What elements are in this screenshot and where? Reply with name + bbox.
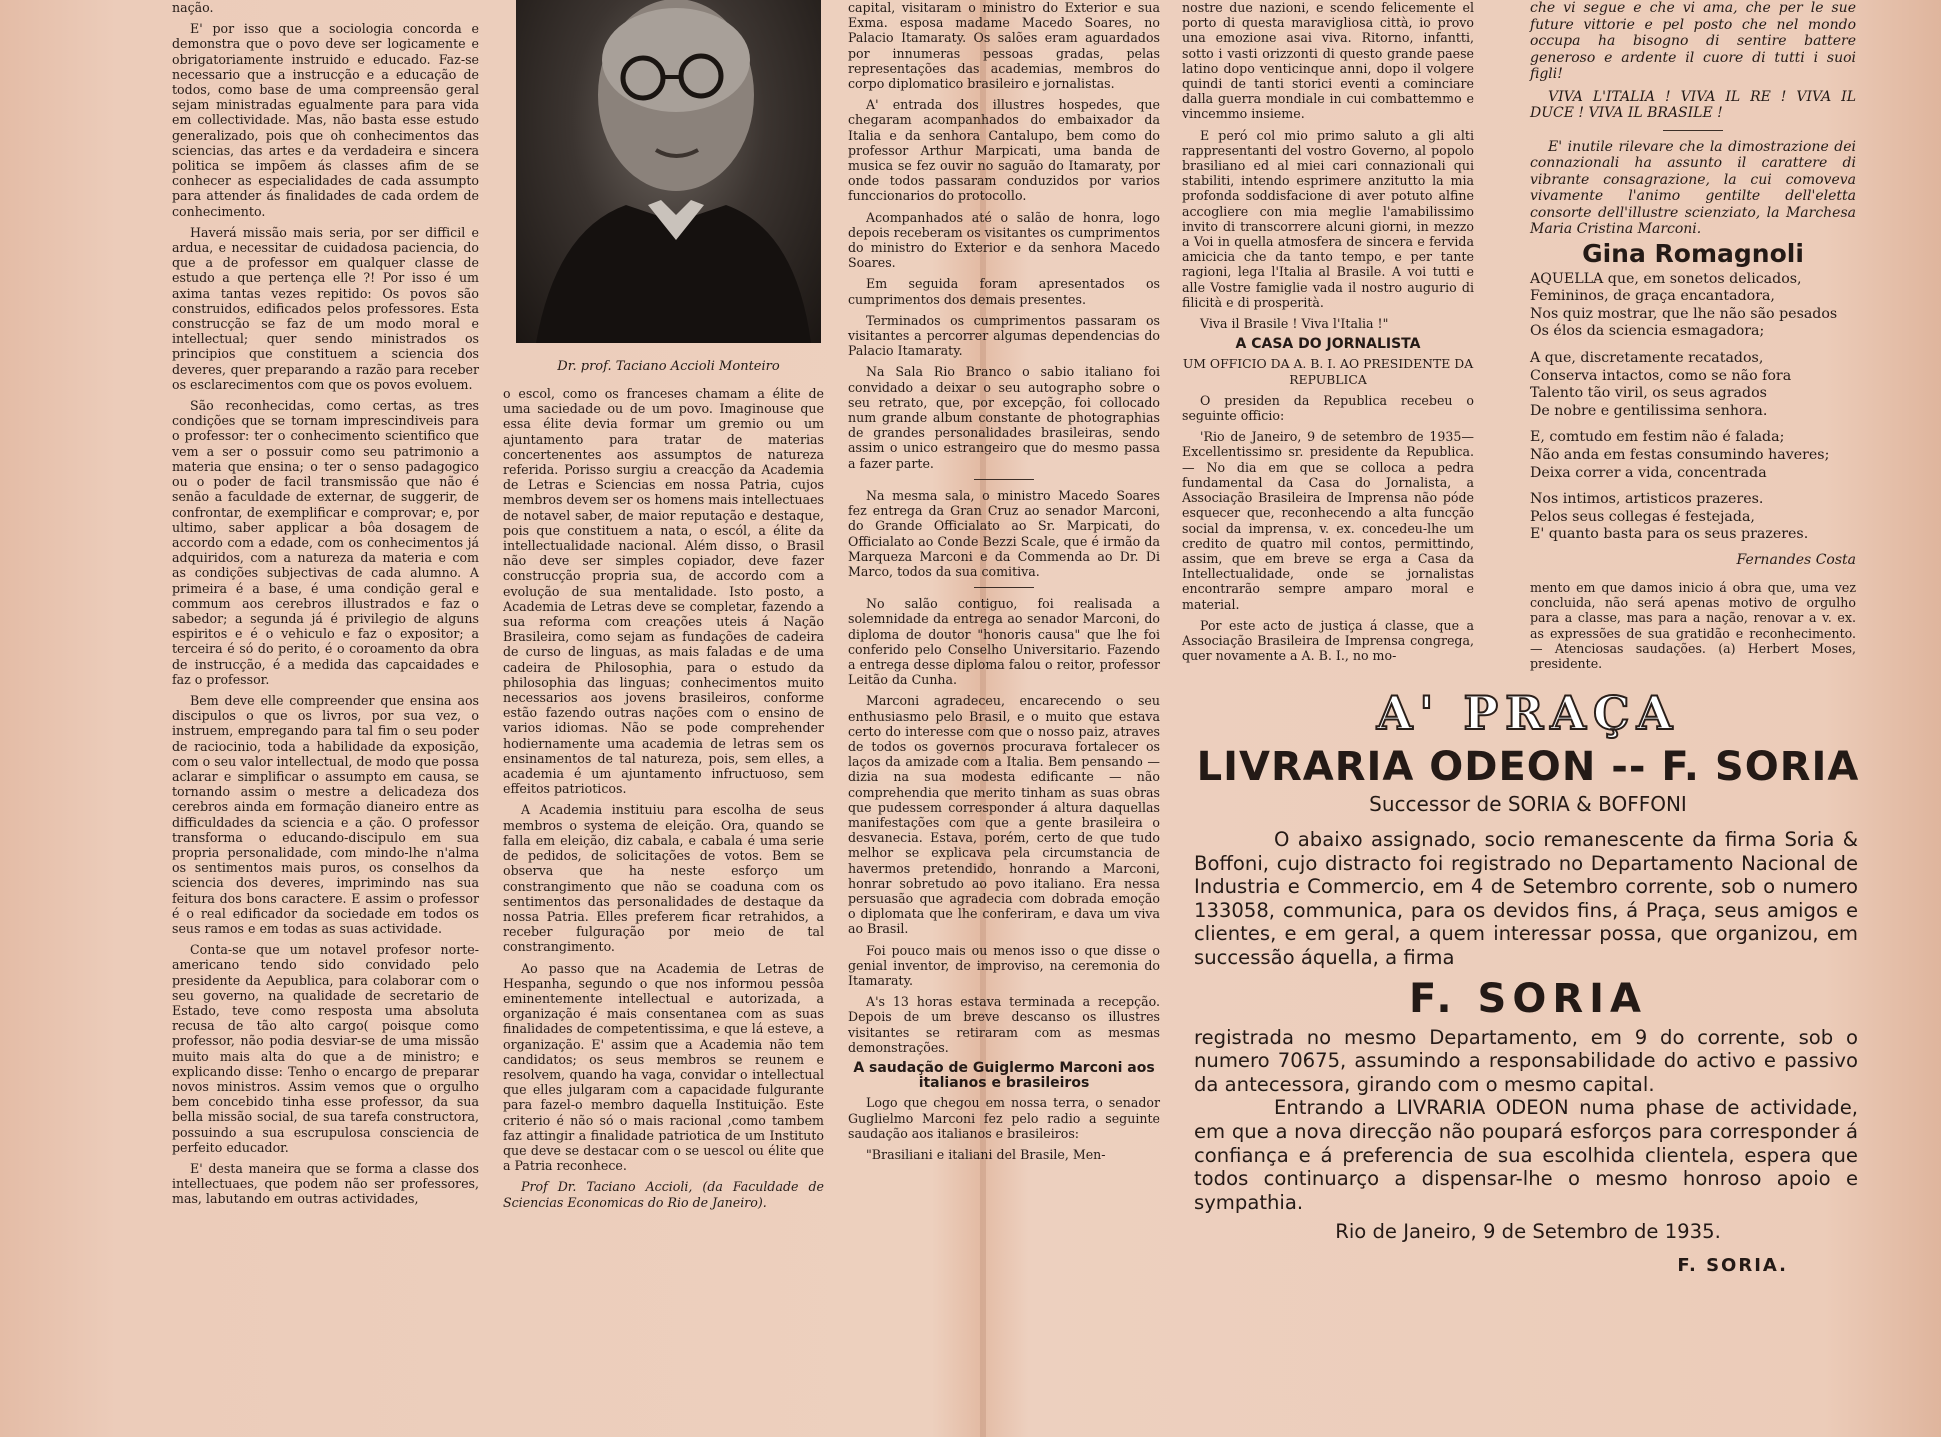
poem-line: Deixa correr a vida, concentrada (1530, 464, 1767, 481)
ad-paragraph: Entrando a LIVRARIA ODEON numa phase de actividade, em que a nova direcção não poupará esforços para corresponder á confiança e á preferencia de sua escolhida clientela, espera que todos continuarço a dispensar-lhe o mesmo honroso apoio e sympathia. (1194, 1096, 1858, 1214)
portrait-photo (516, 0, 821, 343)
poem-stanza (1530, 271, 1856, 341)
column-5-article (1530, 0, 1856, 569)
paragraph: Acompanhados até o salão de honra, logo depois receberam os visitantes os cumprimentos do ministro do Exterior e da senhora Macedo Soares. (848, 209, 1160, 271)
poem-line: AQUELLA que, em sonetos delicados, (1530, 270, 1802, 287)
section-subheading: UM OFFICIO DA A. B. I. AO PRESIDENTE DA REPUBLICA (1182, 356, 1474, 387)
paragraph: Conta-se que um notavel profesor norte-americano tendo sido convidado pelo presidente da Aepublica, para colaborar com o seu governo, na qualidade de secretario de Estado, teve como resposta uma absoluta recusa de tão alto cargo( poisque como professor, não podia desviar-se de uma missão muito mais alta do que a de ministro; e explicando disse: Tenho o encargo de preparar novos ministros. Assim vemos que o orgulho bem concebido tinha esse professor, da sua bella missão social, de sua tarefa constructora, possuindo a sua escrupulosa consciencia de perfeito educador. (172, 942, 479, 1155)
paragraph: mento em que damos inicio á obra que, uma vez concluida, não será apenas motivo de orgulho para a classe, mas para a nação, renovar a v. ex. as expressões de sua gratidão e reconhecimento. — Atenciosas saudações. (a) Herbert Moses, presidente. (1530, 580, 1856, 672)
ad-paragraph: O abaixo assignado, socio remanescente da firma Soria & Boffoni, cujo distracto foi registrado no Departamento Nacional de Industria e Commercio, em 4 de Setembro corrente, sob o numero 133058, communica, para os devidos fins, á Praça, seus amigos e clientes, e em geral, a quem interessar possa, que organizou, em successão áquella, a firma (1194, 828, 1858, 969)
paragraph: A's 13 horas estava terminada a recepção. Depois de um breve descanso os illustres visitantes se retiraram com as mesmas demonstrações. (848, 994, 1160, 1055)
italic-paragraph: E' inutile rilevare che la dimostrazione dei connazionali ha assunto il carattere di vibrante consagrazione, la cui comoveva vivamente l'animo gentilte dell'eletta consorte dell'illustre scienziato, la Marchesa Maria Cristina Marconi. (1530, 138, 1856, 237)
ad-paragraph: registrada no mesmo Departamento, em 9 do corrente, sob o numero 70675, assumindo a responsabilidade do activo e passivo da antecessora, girando com o mesmo capital. (1194, 1025, 1858, 1096)
ad-date: Rio de Janeiro, 9 de Setembro de 1935. (1335, 1220, 1721, 1244)
paragraph: Haverá missão mais seria, por ser difficil e ardua, e necessitar de cuidadosa paciencia, do que a de professor em qualquer classe de estudo a que pertença elle ?! Por isso é um axima tantas vezes repitido: Os povos são construidos, edificados pelos professores. Esta construcção se faz de um modo moral e intellectual; quer sendo ministrados os principios que constituem a sciencia dos deveres, quer preparando a razão para receber os esclarecimentos com que os povos evoluem. (172, 224, 479, 392)
paragraph: Ao passo que na Academia de Letras de Hespanha, segundo o que nos informou pessôa eminentemente intellectual e autorizada, a organização é mais consentanea com as suas finalidades de competentissima, e que lá esteve, a organização. E' assim que a Academia não tem candidatos; os seus membros se reunem e resolvem, quando ha vaga, convidar o intellectual que elles julgaram com a capacidade fulgurante para fazel-o membro daquella Instituição. Este criterio é não só o mais racional ,como tambem faz attingir a finalidade patriotica de um Instituto que deve se destacar com o se uescol ou élite que a Patria reconhece. (503, 960, 824, 1174)
poem-line: E, comtudo em festim não é falada; (1530, 429, 1785, 446)
ad-business-name: LIVRARIA ODEON -- F. SORIA (1196, 744, 1860, 790)
italic-paragraph: VIVA L'ITALIA ! VIVA IL RE ! VIVA IL DUCE ! VIVA IL BRASILE ! (1530, 88, 1856, 121)
ad-firm-name: F. SORIA (1408, 975, 1648, 1022)
paragraph: A' entrada dos illustres hospedes, que chegaram acompanhados do embaixador da Italia e da senhora Cantalupo, bem como do professor Arthur Marpicati, uma banda de musica se fez ouvir no saguão do Itamaraty, por onde todos passaram conduzidos por varios funccionarios do protocollo. (848, 97, 1160, 204)
ad-successor-line: Successor de SORIA & BOFFONI (1369, 792, 1687, 816)
paragraph: São reconhecidas, como certas, as tres condições que se tornam imprescindiveis para o professor: ter o conhecimento scientifico que vem a ser o possuir como seu patrimonio a materia que ensina; o ter o senso padagogico ou o poder de facil transmissão que não é senão a faculdade de externar, de suggerir, de confrontar, de exemplificar e comprovar; e, por ultimo, saber applicar a bôa dosagem de accordo com a edade, com os conhecimentos já adquiridos, com a natureza da materia e com as condições subjectivas de cada alumno. A primeira é a base, é uma condição geral e commum aos cerebros illustrados e faz o sabedor; a segunda já é privilegio de alguns espiritos e é o vehiculo e faz o expositor; a terceira é só do perito, é o coroamento da obra de instrucção, é a medida das capcaidades e faz o professor. (172, 398, 479, 687)
poem-line: Nos intimos, artisticos prazeres. (1530, 491, 1764, 508)
paragraph: "Brasiliani e italiani del Brasile, Men- (866, 1147, 1106, 1163)
poem-line: Nos quiz mostrar, que lhe não são pesados (1530, 305, 1838, 322)
paragraph: capital, visitaram o ministro do Exterior e sua Exma. esposa madame Macedo Soares, no Palacio Itamaraty. Os salões eram aguardados por innumeras pessoas gradas, pelas representações das academias, membros do corpo diplomatico brasileiro e jornalistas. (848, 0, 1160, 92)
poem-title: Gina Romagnoli (1582, 238, 1804, 268)
paragraph: Terminados os cumprimentos passaram os visitantes a percorrer algumas dependencias do Palacio Itamaraty. (848, 312, 1160, 359)
paragraph: nostre due nazioni, e scendo felicemente el porto di questa maravigliosa città, io provo una emozione asai viva. Ritorno, infantti, sotto i vasti orizzonti di questo grande paese latino dopo venticinque anni, dopo il volgere quindi de tanti storici eventi a cominciare dalla guerra mondiale in cui combattemmo e vincemmo insieme. (1182, 0, 1474, 122)
poem-line: E' quanto basta para os seus prazeres. (1530, 526, 1809, 543)
poem-stanza (1530, 350, 1856, 420)
paragraph: Bem deve elle compreender que ensina aos discipulos o que os livros, por sua vez, o instruem, empregando para tal fim o seu poder de raciocinio, toda a habilidade da exposição, com o seu valor intellectual, de modo que possa aclarar e simplificar o assumpto em causa, se tornando assim o mestre a delicadeza dos cerebros ainda em formação dianeiro entre as difficuldades da sciencia e a ção. O professor transforma o educando-discipulo em sua propria personalidade, com mindo-lhe n'alma os sentimentos mais puros, os conselhos da sciencia dos deveres, imprimindo nas sua feitura dos bons caractere. E assim o professor é o real edificador da sociedade em todos os seus ramos e em todas as suas actividade. (172, 692, 479, 936)
paragraph: Viva il Brasile ! Viva l'Italia !" (1200, 316, 1389, 332)
paragraph: A Academia instituiu para escolha de seus membros o systema de eleição. Ora, quando se falla em eleição, diz cabala, e cabala é uma serie de pedidos, de solicitações de votos. Bem se observa que ha neste esforço um constrangimento que não se coaduna com os sentimentos das personalidades de destaque da nossa Patria. Elles preferem ficar retrahidos, a receber fulguração por meio de tal constrangimento. (503, 802, 824, 955)
paragraph: E peró col mio primo saluto a gli alti rappresentanti del vostro Governo, al popolo brasiliano ed al miei cari connazionali qui stabiliti, intendo esprimere anzitutto la mia profonda soddisfacione di aver potuto alfine accogliere con mia meglie l'amabilissimo invito di transcorrere alcuni giorni, in mezzo a Voi in quella atmosfera de sincera e fervida amicicia che da tanto tempo, e per tante ragioni, lega l'Italia al Brasile. A voi tutti e alle Vostre famiglie vada il nostro augurio di filicità e di prosperità. (1182, 127, 1474, 310)
divider (974, 479, 1034, 480)
poem-line: Pelos seus collegas é festejada, (1530, 508, 1755, 525)
paragraph: nação. (172, 0, 214, 15)
author-signature: Prof Dr. Taciano Accioli, (da Faculdade de Sciencias Economicas do Rio de Janeiro). (503, 1179, 824, 1210)
paragraph: Na Sala Rio Branco o sabio italiano foi convidado a deixar o seu autographo sobre o seu retrato, que, por excepção, foi collocado num grande album constante de photographias de grandes personalidades brasileiras, sendo assim o unico estrangeiro que do mesmo passa a fazer parte. (848, 364, 1160, 471)
paragraph: O presiden da Republica recebeu o seguinte officio: (1182, 392, 1474, 424)
poem-line: A que, discretamente recatados, (1530, 350, 1764, 367)
poem-stanza (1530, 429, 1856, 482)
italic-paragraph: che vi segue e che vi ama, che per le sue future vittorie e pel posto che nel mondo occupa ha bisogno di sentire battere generoso e ardente il cuore di tutti i suoi figli! (1530, 0, 1856, 82)
column-2-article (503, 386, 824, 1238)
section-heading: A saudação de Guiglermo Marconi aos italianos e brasileiros (853, 1060, 1155, 1092)
advertisement-livraria-odeon (1178, 680, 1878, 1277)
poem-line: Os élos da sciencia esmagadora; (1530, 323, 1765, 340)
paragraph: Marconi agradeceu, encarecendo o seu enthusiasmo pelo Brasil, e o muito que estava certo do interesse com que o nosso paiz, atraves de todos os governos procurava fortalecer os laços da amizade com a Italia. Bem pensando — dizia na sua modesta edificante — não comprehendia que merito tinham as suas obras que pudessem corresponder á altura daquellas manifestações com que a gente brasileira o desvanecia. Estava, porém, certo de que tudo melhor se explicava pela circumstancia de havermos pretendido, honrando a Marconi, honrar sobretudo ao povo italiano. Era nessa persuasão que agradecia com dobrada emoção o diplomata que lhe conferiram, e dava um viva ao Brasil. (848, 693, 1160, 937)
paragraph: 'Rio de Janeiro, 9 de setembro de 1935— Excellentissimo sr. presidente da Republica. — No dia em que se colloca a pedra fundamental da Casa do Jornalista, a Associação Brasileira de Imprensa não póde esquecer que, reconhecendo a alta funcção social da imprensa, v. ex. concedeu-lhe um credito de quatro mil contos, permittindo, assim, que em breve se erga a Casa da Intellectualidade, onde se jornalistas encontrarão sempre amparo moral e material. (1182, 429, 1474, 612)
divider (974, 587, 1034, 588)
column-5-continuation (1530, 580, 1856, 680)
poem-line: Femininos, de graça encantadora, (1530, 288, 1775, 305)
paragraph: E' desta maneira que se forma a classe dos intellectuaes, que podem não ser professores, mas, labutando em outras actividades, (172, 1161, 479, 1207)
paragraph: Logo que chegou em nossa terra, o senador Guglielmo Marconi fez pelo radio a seguinte saudação aos italianos e brasileiros: (848, 1095, 1160, 1141)
paragraph: Em seguida foram apresentados os cumprimentos dos demais presentes. (848, 276, 1160, 307)
poem-author: Fernandes Costa (1736, 552, 1856, 569)
column-4-article (1182, 0, 1474, 683)
paragraph: Foi pouco mais ou menos isso o que disse o genial inventor, de improviso, na ceremonia do Itamaraty. (848, 942, 1160, 988)
poem-line: Não anda em festas consumindo haveres; (1530, 447, 1830, 464)
ad-body (1194, 828, 1858, 970)
poem-line: De nobre e gentilissima senhora. (1530, 402, 1768, 419)
ad-body-continued (1194, 1026, 1858, 1215)
poem-line: Conserva intactos, como se não fora (1530, 367, 1792, 384)
column-1-article (172, 0, 479, 1235)
poem-line: Talento tão viril, os seus agrados (1530, 385, 1767, 402)
paragraph: E' por isso que a sociologia concorda e demonstra que o povo deve ser logicamente e obrigatoriamente instruido e educado. Faz-se necessario que a instrucção e a educação de todos, como base de uma compreensão geral sejam ministradas egualmente para para vida em collectividade. Mas, não basta esse estudo generalizado, pois que oh conhecimentos das sciencias, das artes e da verdadeira e sincera politica se impõem ás classes afim de se conhecer as especialidades de cada assumpto para attender ás finalidades de cada ordem de conhecimento. (172, 21, 479, 219)
photo-caption: Dr. prof. Taciano Accioli Monteiro (557, 359, 780, 374)
column-3-article (848, 0, 1160, 1228)
portrait-illustration (516, 0, 821, 343)
divider (1663, 130, 1723, 131)
poem-stanza (1530, 491, 1856, 544)
ad-signature: F. SORIA. (1677, 1255, 1788, 1277)
poem (1530, 271, 1856, 544)
paragraph: Na mesma sala, o ministro Macedo Soares fez entrega da Gran Cruz ao senador Marconi, do Grande Officialato ao Sr. Marpicati, do Officialato ao Conde Bezzi Scale, que é irmão da Marqueza Marconi e da Commenda ao Dr. Di Marco, todos da sua comitiva. (848, 487, 1160, 579)
paragraph: o escol, como os franceses chamam a élite de uma saciedade ou de um povo. Imaginouse que essa élite devia formar um gremio ou um ajuntamento para tratar de materias concertenentes aos assumptos de natureza referida. Porisso surgiu a creacção da Academia de Letras e Sciencias em nossa Patria, cujos membros devem ser os homens mais intellectuaes de notavel saber, de maior reputação e destaque, pois que constituem a nata, o escól, a élite da intellectualidade nacional. Além disso, o Brasil não deve ser simples copiador, deve fazer construcção propria sua, de accordo com a evolução de sua mentalidade. Isto posto, a Academia de Letras deve se completar, fazendo a sua reforma com creações uteis á Nação Brasileira, como sejam as fundações de cadeira de curso de linguas, as mais faladas e de uma cadeira de Philosophia, para o estudo da philosophia das linguas; conhecimentos muito necessarios aos jovens brasileiros, conforme estão fazendo outras nações com o ensino de varios idiomas. Não se pode comprehender hodiernamente uma academia de letras sem os ensinamentos de tal natureza, pois, sem elles, a academia é um ajuntamento infructuoso, sem effeitos patrioticos. (503, 386, 824, 797)
paragraph: No salão contiguo, foi realisada a solemnidade da entrega ao senador Marconi, do diploma de doutor "honoris causa" que lhe foi conferido pelo Conselho Universitario. Fazendo a entrega desse diploma falou o reitor, professor Leitão da Cunha. (848, 596, 1160, 688)
paragraph: Por este acto de justiça á classe, que a Associação Brasileira de Imprensa congrega, quer novamente a A. B. I., no mo- (1182, 617, 1474, 664)
ad-title: A' PRAÇA (1376, 686, 1680, 740)
section-heading: A CASA DO JORNALISTA (1235, 336, 1421, 353)
